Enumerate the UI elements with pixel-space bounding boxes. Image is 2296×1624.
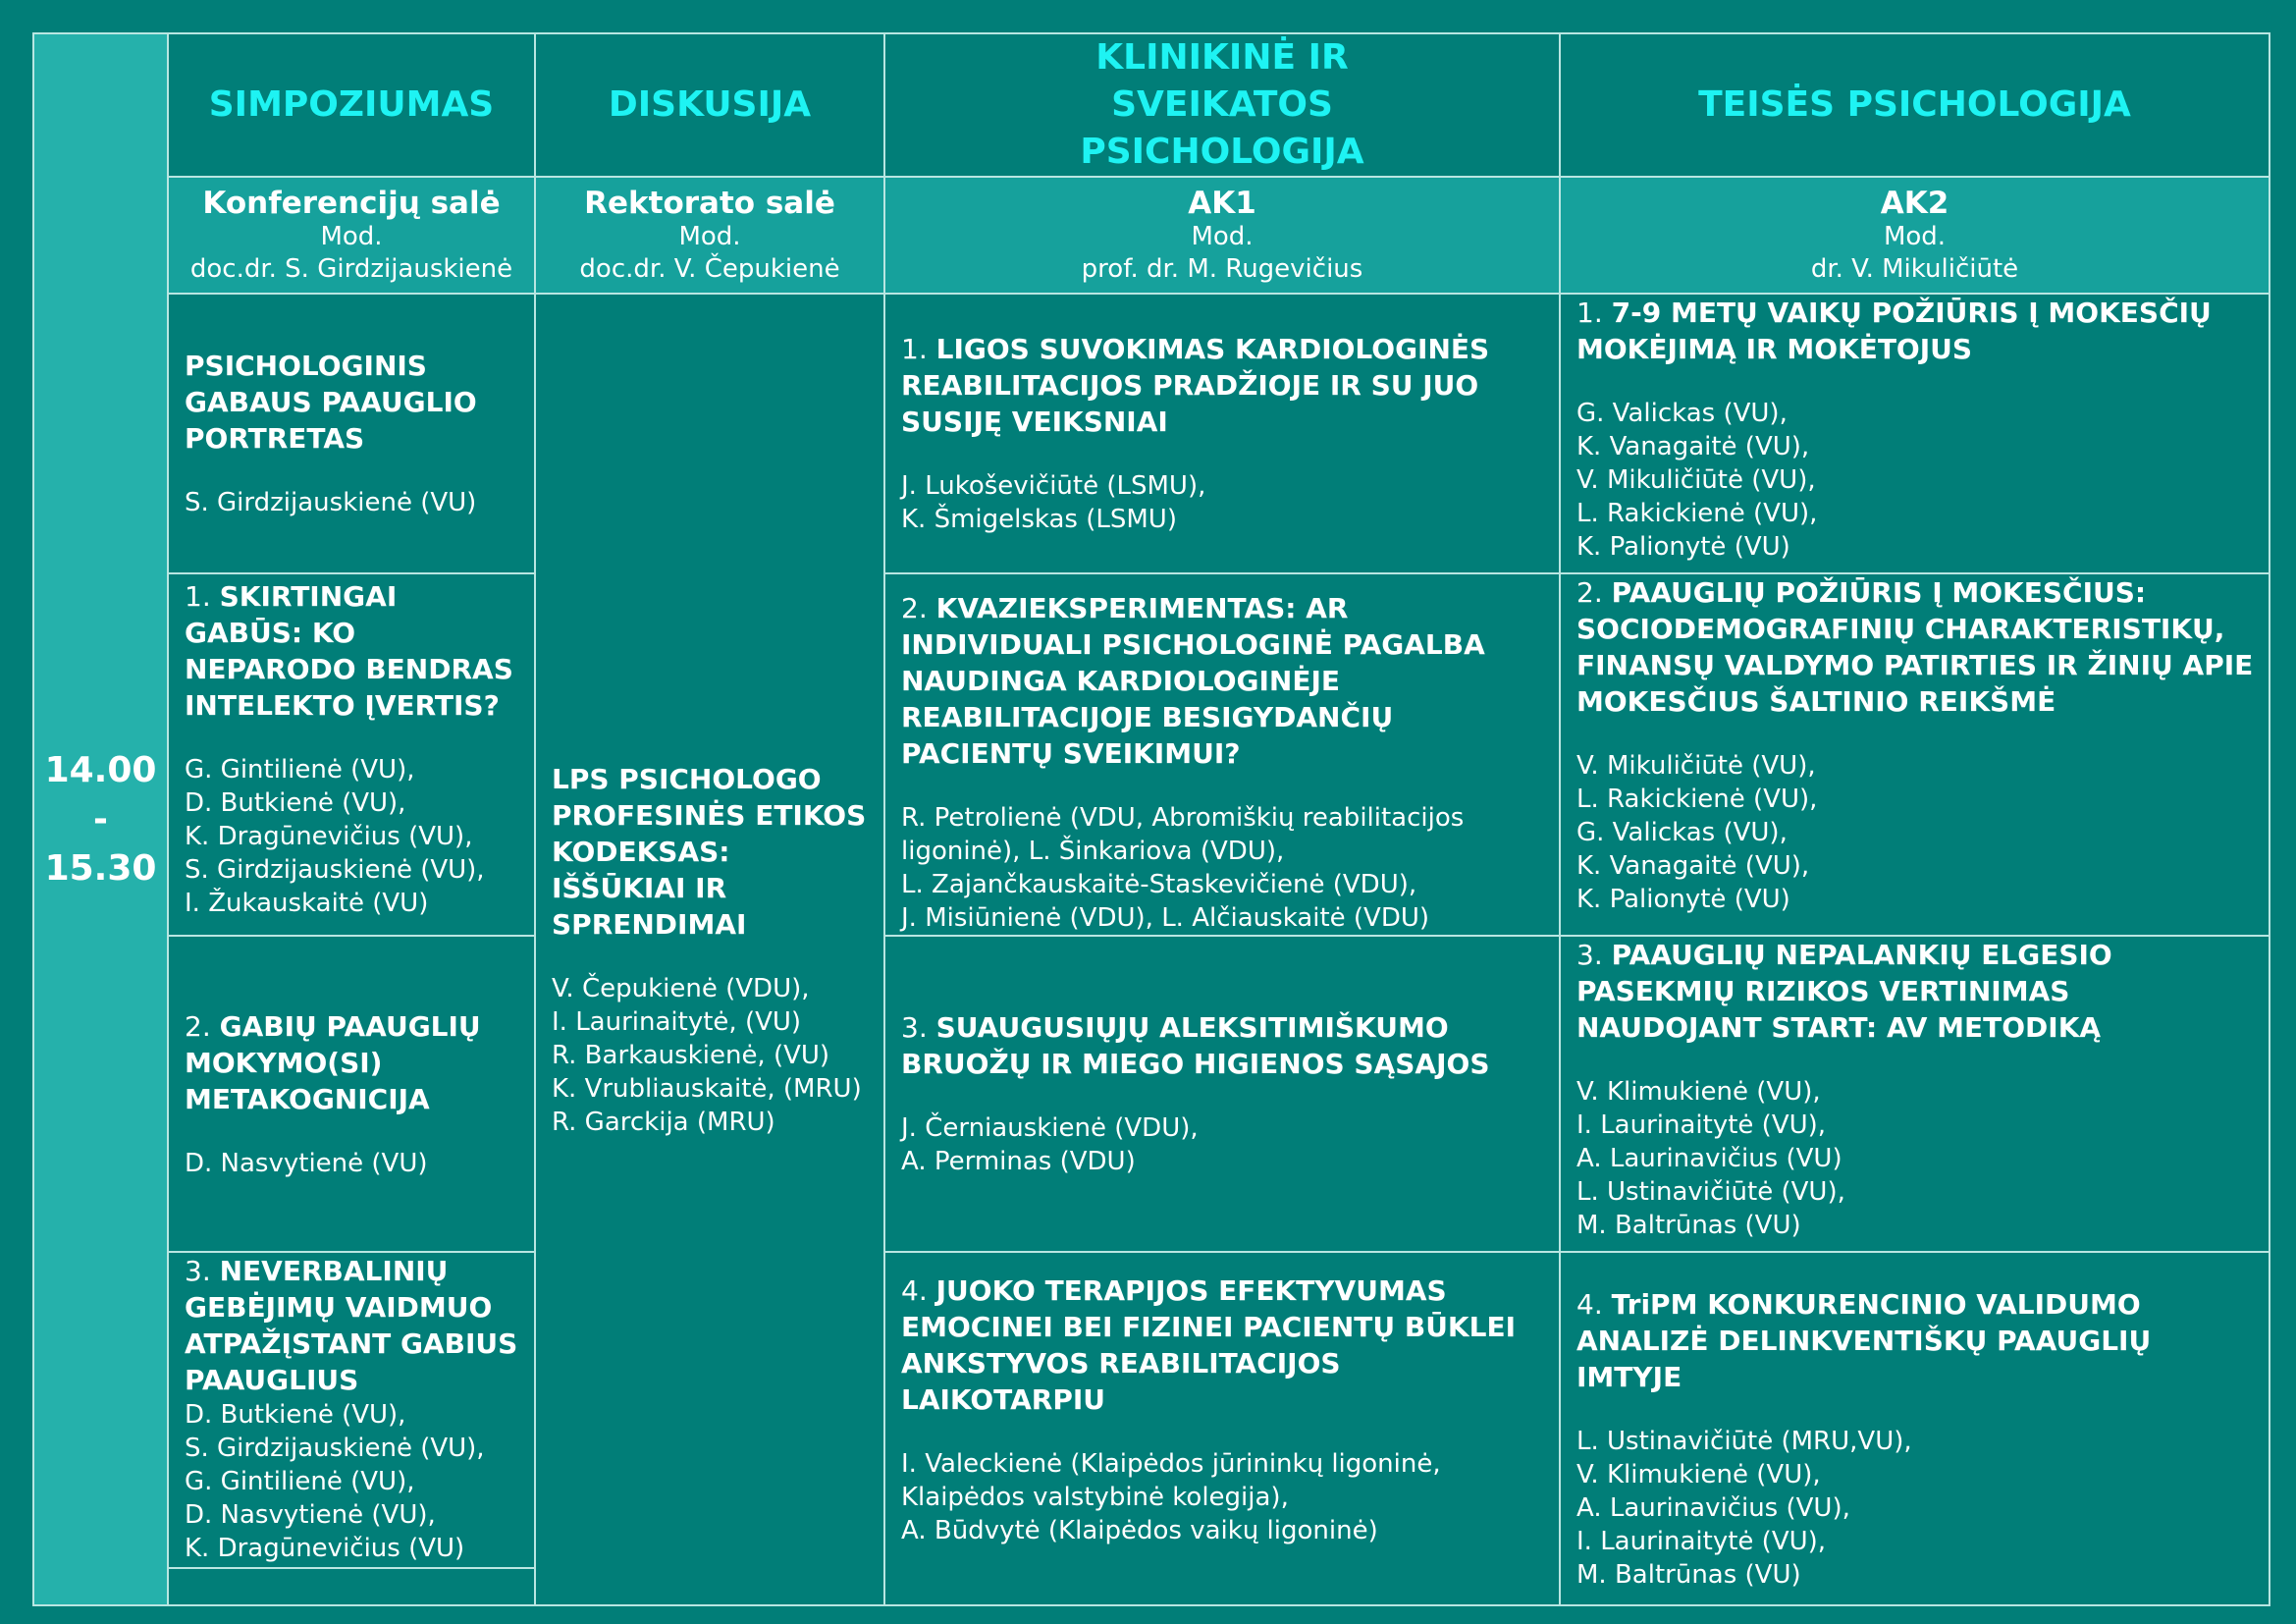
talk-authors bbox=[901, 1111, 1547, 1178]
talk-title: PSICHOLOGINIS GABAUS PAAUGLIO PORTRETAS bbox=[185, 350, 477, 455]
clinical-talk-4 bbox=[884, 1252, 1560, 1605]
author-line: S. Girdzijauskienė (VU) bbox=[185, 488, 477, 517]
talk-number: 3. bbox=[185, 1255, 211, 1287]
author-line: S. Girdzijauskienė (VU), bbox=[185, 855, 485, 885]
talk-number: 1. bbox=[185, 580, 211, 613]
author-line: R. Barkauskienė, (VU) bbox=[552, 1040, 830, 1070]
author-line: J. Černiauskienė (VDU), bbox=[901, 1113, 1199, 1143]
talk-title: TriPM KONKURENCINIO VALIDUMO ANALIZĖ DELINKVENTIŠKŲ PAAUGLIŲ IMTYJE bbox=[1576, 1288, 2152, 1393]
room-mod-label: Mod. bbox=[320, 221, 383, 251]
author-line: K. Dragūnevičius (VU), bbox=[185, 822, 473, 851]
talk-number: 2. bbox=[185, 1009, 211, 1043]
author-line: K. Palionytė (VU) bbox=[1576, 885, 1790, 914]
time-start: 14.00 bbox=[44, 749, 157, 790]
talk-authors bbox=[1576, 397, 2257, 564]
talk-authors bbox=[901, 1447, 1547, 1547]
talk-authors bbox=[1576, 749, 2257, 916]
author-line: G. Valickas (VU), bbox=[1576, 399, 1788, 428]
talk-title: NEVERBALINIŲ GEBĖJIMŲ VAIDMUO ATPAŽĮSTANT GABIUS PAAUGLIUS bbox=[185, 1255, 518, 1396]
time-separator: - bbox=[93, 798, 108, 839]
author-line: M. Baltrūnas (VU) bbox=[1576, 1560, 1801, 1590]
header-legal: TEISĖS PSICHOLOGIJA bbox=[1560, 33, 2269, 177]
room-moderator: doc.dr. S. Girdzijauskienė bbox=[189, 253, 513, 284]
author-line: I. Laurinaitytė (VU), bbox=[1576, 1527, 1827, 1556]
legal-talk-4 bbox=[1560, 1252, 2269, 1605]
author-line: L. Ustinavičiūtė (VU), bbox=[1576, 1177, 1845, 1207]
author-line: K. Šmigelskas (LSMU) bbox=[901, 505, 1177, 534]
discussion-authors bbox=[552, 972, 872, 1139]
author-line: D. Butkienė (VU), bbox=[185, 1400, 406, 1430]
schedule-table bbox=[32, 32, 2270, 1606]
clinical-talk-3 bbox=[884, 936, 1560, 1252]
talk-authors bbox=[901, 801, 1547, 935]
clinical-talk-2 bbox=[884, 573, 1560, 936]
author-line: K. Vanagaitė (VU), bbox=[1576, 851, 1810, 881]
author-line: A. Laurinavičius (VU) bbox=[1576, 1144, 1842, 1173]
author-line: J. Lukoševičiūtė (LSMU), bbox=[901, 471, 1206, 501]
room-rektorato bbox=[535, 177, 884, 294]
empty-cell bbox=[168, 1568, 535, 1605]
time-end: 15.30 bbox=[44, 847, 157, 889]
author-line: A. Perminas (VDU) bbox=[901, 1147, 1136, 1176]
author-line: L. Rakickienė (VU), bbox=[1576, 785, 1818, 814]
header-discussion: DISKUSIJA bbox=[535, 33, 884, 177]
talk-title: 7-9 METŲ VAIKŲ POŽIŪRIS Į MOKESČIŲ MOKĖJIMĄ IR MOKĖTOJUS bbox=[1576, 297, 2212, 365]
author-line: A. Laurinavičius (VU), bbox=[1576, 1493, 1850, 1523]
talk-authors bbox=[185, 486, 522, 519]
talk-number: 3. bbox=[901, 1011, 928, 1044]
room-mod-label: Mod. bbox=[1883, 221, 1947, 251]
room-ak1 bbox=[884, 177, 1560, 294]
room-name: Rektorato salė bbox=[584, 185, 835, 221]
header-symposium: SIMPOZIUMAS bbox=[168, 33, 535, 177]
talk-title: LIGOS SUVOKIMAS KARDIOLOGINĖS REABILITACIJOS PRADŽIOJE IR SU JUO SUSIJĘ VEIKSNIAI bbox=[901, 333, 1490, 438]
author-line: S. Girdzijauskienė (VU), bbox=[185, 1434, 485, 1463]
author-line: J. Misiūnienė (VDU), L. Alčiauskaitė (VDU) bbox=[901, 903, 1430, 933]
talk-number: 1. bbox=[901, 333, 928, 365]
room-mod-label: Mod. bbox=[678, 221, 741, 251]
author-line: I. Žukauskaitė (VU) bbox=[185, 889, 429, 918]
talk-authors bbox=[1576, 1425, 2257, 1592]
talk-number: 2. bbox=[1576, 576, 1603, 609]
talk-number: 4. bbox=[1576, 1288, 1603, 1321]
talk-title: SUAUGUSIŲJŲ ALEKSITIMIŠKUMO BRUOŽŲ IR MIEGO HIGIENOS SĄSAJOS bbox=[901, 1011, 1490, 1080]
author-line: A. Būdvytė (Klaipėdos vaikų ligoninė) bbox=[901, 1516, 1378, 1545]
talk-title: JUOKO TERAPIJOS EFEKTYVUMAS EMOCINEI BEI FIZINEI PACIENTŲ BŪKLEI ANKSTYVOS REABILITACIJOS LAIKOTARPIU bbox=[901, 1274, 1517, 1416]
author-line: M. Baltrūnas (VU) bbox=[1576, 1211, 1801, 1240]
talk-title: SKIRTINGAI GABŪS: KO NEPARODO BENDRAS INTELEKTO ĮVERTIS? bbox=[185, 580, 513, 722]
author-line: V. Klimukienė (VU), bbox=[1576, 1460, 1821, 1489]
author-line: V. Čepukienė (VDU), bbox=[552, 973, 810, 1003]
room-konferenciju bbox=[168, 177, 535, 294]
room-ak2 bbox=[1560, 177, 2269, 294]
author-line: V. Klimukienė (VU), bbox=[1576, 1077, 1821, 1107]
author-line: ligoninė), L. Šinkariova (VDU), bbox=[901, 837, 1285, 866]
room-mod-label: Mod. bbox=[1191, 221, 1254, 251]
author-line: I. Laurinaitytė (VU), bbox=[1576, 1110, 1827, 1140]
talk-authors bbox=[185, 1398, 522, 1565]
talk-title: PAAUGLIŲ POŽIŪRIS Į MOKESČIUS: SOCIODEMOGRAFINIŲ CHARAKTERISTIKŲ, FINANSŲ VALDYMO PATIRTIES IR ŽINIŲ APIE MOKESČIUS ŠALTINIO REIKŠMĖ bbox=[1576, 576, 2254, 718]
author-line: G. Gintilienė (VU), bbox=[185, 755, 415, 785]
talk-authors bbox=[185, 1147, 522, 1180]
room-name: AK1 bbox=[1188, 185, 1256, 221]
author-line: K. Dragūnevičius (VU) bbox=[185, 1534, 465, 1563]
talk-authors bbox=[1576, 1075, 2257, 1242]
talk-authors bbox=[185, 753, 522, 920]
symposium-intro bbox=[168, 294, 535, 573]
author-line: K. Vrubliauskaitė, (MRU) bbox=[552, 1073, 862, 1104]
talk-number: 4. bbox=[901, 1274, 928, 1307]
author-line: R. Garckija (MRU) bbox=[552, 1107, 775, 1137]
author-line: R. Petrolienė (VDU, Abromiškių reabilitacijos bbox=[901, 803, 1465, 833]
author-line: L. Zajančkauskaitė-Staskevičienė (VDU), bbox=[901, 870, 1417, 899]
author-line: G. Valickas (VU), bbox=[1576, 818, 1788, 847]
talk-title: PAAUGLIŲ NEPALANKIŲ ELGESIO PASEKMIŲ RIZIKOS VERTINIMAS NAUDOJANT START: AV METODIKĄ bbox=[1576, 939, 2112, 1044]
author-line: V. Mikuličiūtė (VU), bbox=[1576, 465, 1816, 495]
author-line: D. Butkienė (VU), bbox=[185, 788, 406, 818]
talk-title: KVAZIEKSPERIMENTAS: AR INDIVIDUALI PSICHOLOGINĖ PAGALBA NAUDINGA KARDIOLOGINĖJE REABILITACIJOJE BESIGYDANČIŲ PACIENTŲ SVEIKIMUI? bbox=[901, 592, 1485, 770]
room-moderator: prof. dr. M. Rugevičius bbox=[1081, 253, 1363, 284]
room-name: AK2 bbox=[1880, 185, 1949, 221]
author-line: I. Laurinaitytė, (VU) bbox=[552, 1006, 802, 1037]
author-line: V. Mikuličiūtė (VU), bbox=[1576, 751, 1816, 781]
legal-talk-1 bbox=[1560, 294, 2269, 573]
symposium-talk-2 bbox=[168, 936, 535, 1252]
author-line: G. Gintilienė (VU), bbox=[185, 1467, 415, 1496]
author-line: I. Valeckienė (Klaipėdos jūrininkų ligoninė, bbox=[901, 1449, 1441, 1479]
talk-number: 1. bbox=[1576, 297, 1603, 329]
author-line: D. Nasvytienė (VU), bbox=[185, 1500, 436, 1530]
author-line: L. Rakickienė (VU), bbox=[1576, 499, 1818, 528]
author-line: K. Vanagaitė (VU), bbox=[1576, 432, 1810, 461]
talk-number: 2. bbox=[901, 592, 928, 624]
author-line: D. Nasvytienė (VU) bbox=[185, 1148, 428, 1178]
time-slot bbox=[33, 33, 168, 1605]
header-clinical: KLINIKINĖ IR SVEIKATOS PSICHOLOGIJA bbox=[884, 33, 1560, 177]
discussion-session bbox=[535, 294, 884, 1605]
legal-talk-2 bbox=[1560, 573, 2269, 936]
legal-talk-3 bbox=[1560, 936, 2269, 1252]
clinical-talk-1 bbox=[884, 294, 1560, 573]
room-moderator: doc.dr. V. Čepukienė bbox=[579, 253, 840, 284]
room-name: Konferencijų salė bbox=[202, 185, 501, 221]
talk-number: 3. bbox=[1576, 939, 1603, 971]
author-line: K. Palionytė (VU) bbox=[1576, 532, 1790, 562]
discussion-title: LPS PSICHOLOGO PROFESINĖS ETIKOS KODEKSAS: IŠŠŪKIAI IR SPRENDIMAI bbox=[552, 762, 867, 941]
room-moderator: dr. V. Mikuličiūtė bbox=[1810, 253, 2019, 284]
author-line: L. Ustinavičiūtė (MRU,VU), bbox=[1576, 1427, 1912, 1456]
author-line: Klaipėdos valstybinė kolegija), bbox=[901, 1483, 1289, 1512]
talk-title: GABIŲ PAAUGLIŲ MOKYMO(SI) METAKOGNICIJA bbox=[185, 1009, 481, 1115]
talk-authors bbox=[901, 469, 1547, 536]
symposium-talk-1 bbox=[168, 573, 535, 936]
symposium-talk-3 bbox=[168, 1252, 535, 1568]
